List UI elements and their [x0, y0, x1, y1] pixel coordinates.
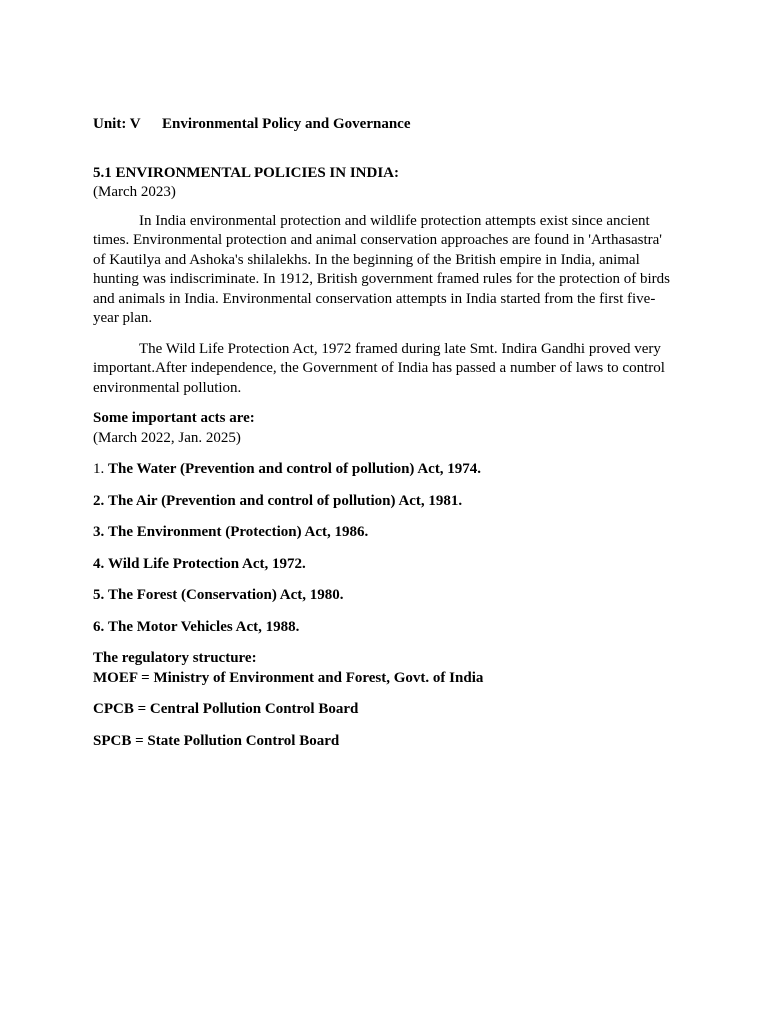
- section-exam-ref: (March 2023): [93, 184, 176, 200]
- act-number: 6.: [93, 618, 105, 635]
- act-text: The Air (Prevention and control of pollution) Act, 1981.: [108, 492, 463, 509]
- act-item: [93, 523, 675, 543]
- regulatory-cpcb: CPCB = Central Pollution Control Board: [93, 701, 359, 717]
- act-number: 5.: [93, 587, 105, 603]
- act-number: 4.: [93, 555, 105, 572]
- paragraph-wildlife-act: The Wild Life Protection Act, 1972 framed during late Smt. Indira Gandhi proved very important.After independence, the Government of India has passed a number of laws to control environmental pollution.: [93, 340, 665, 396]
- act-text: The Motor Vehicles Act, 1988.: [108, 618, 300, 635]
- act-text: Wild Life Protection Act, 1972.: [108, 555, 306, 572]
- unit-label: Unit: V: [93, 116, 141, 132]
- act-number: 2.: [93, 492, 105, 509]
- unit-title: Environmental Policy and Governance: [162, 116, 411, 132]
- act-item: [93, 492, 675, 512]
- act-text: The Environment (Protection) Act, 1986.: [108, 524, 369, 540]
- act-item: [93, 586, 675, 606]
- acts-title: Some important acts are:: [93, 410, 255, 426]
- acts-exam-ref: (March 2022, Jan. 2025): [93, 429, 241, 446]
- act-item: [93, 555, 675, 575]
- regulatory-title: The regulatory structure:: [93, 650, 257, 666]
- regulatory-moef: MOEF = Ministry of Environment and Forest, Govt. of India: [93, 669, 484, 686]
- paragraph-history: In India environmental protection and wildlife protection attempts exist since ancient times. Environmental protection and animal conservation approaches are found in 'Arthasastra' of Kautilya and Ashoka's shilalekhs. In the beginning of the British empire in India, animal hunting was indiscriminate. In 1912, British government framed rules for the protection of birds and animals in India. Environmental conservation attempts in India started from the first five-year plan.: [93, 212, 670, 326]
- act-number: 1.: [93, 461, 105, 477]
- document-page: [93, 115, 675, 763]
- section-title: 5.1 ENVIRONMENTAL POLICIES IN INDIA:: [93, 164, 400, 181]
- act-item: [93, 618, 675, 638]
- act-number: 3.: [93, 524, 105, 540]
- acts-list: [93, 460, 675, 637]
- unit-heading: [93, 115, 675, 135]
- act-text: The Forest (Conservation) Act, 1980.: [108, 587, 344, 603]
- act-text: The Water (Prevention and control of pollution) Act, 1974.: [108, 461, 482, 477]
- act-item: [93, 460, 675, 480]
- regulatory-spcb: SPCB = State Pollution Control Board: [93, 732, 340, 749]
